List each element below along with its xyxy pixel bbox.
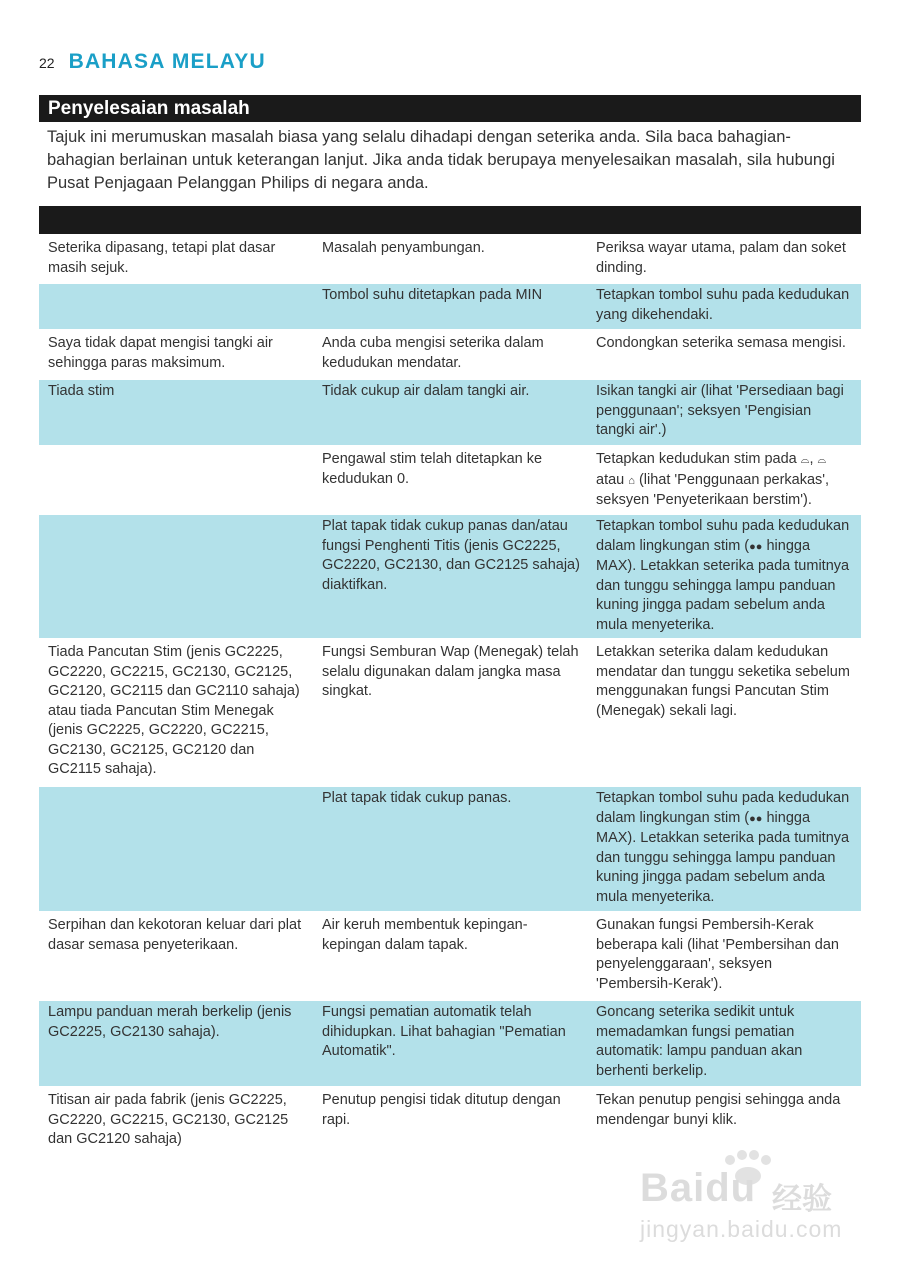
cause-cell: Tidak cukup air dalam tangki air. — [322, 383, 530, 399]
solution-cell: Letakkan seterika dalam kedudukan mendatar dan tunggu seketika sebelum menggunakan fungsi Pancutan Stim (Menegak) sekali lagi. — [596, 644, 850, 719]
cause-cell: Fungsi Semburan Wap (Menegak) telah selalu digunakan dalam jangka masa singkat. — [322, 644, 579, 699]
cause-cell: Penutup pengisi tidak ditutup dengan rapi. — [322, 1092, 561, 1128]
table-row — [39, 448, 861, 515]
cause-cell: Anda cuba mengisi seterika dalam kedudukan mendatar. — [322, 335, 544, 371]
solution-cell: Tekan penutup pengisi sehingga anda mendengar bunyi klik. — [596, 1092, 841, 1128]
table-row — [39, 914, 861, 1001]
problem-cell: Tiada stim — [48, 383, 115, 399]
steam-low-icon: ⌓ — [800, 454, 810, 466]
cause-cell: Plat tapak tidak cukup panas dan/atau fungsi Penghenti Titis (jenis GC2225, GC2220, GC2130, dan GC2125 sahaja) diaktifkan. — [322, 518, 580, 593]
solution-text-part: Tetapkan tombol suhu pada kedudukan dalam lingkungan stim ( — [596, 518, 850, 554]
cause-cell: Plat tapak tidak cukup panas. — [322, 790, 512, 806]
problem-cell: Serpihan dan kekotoran keluar dari plat dasar semasa penyeterikaan. — [48, 917, 302, 953]
table-row — [39, 641, 861, 787]
cause-cell: Pengawal stim telah ditetapkan ke kedudukan 0. — [322, 451, 543, 487]
table-row — [39, 1001, 861, 1089]
solution-cell — [587, 787, 861, 911]
troubleshooting-table — [39, 237, 861, 1157]
two-dots-icon: ●● — [749, 540, 763, 553]
problem-cell — [39, 448, 313, 512]
problem-cell — [39, 284, 313, 329]
cause-cell: Fungsi pematian automatik telah dihidupkan. Lihat bahagian "Pematian Automatik". — [322, 1004, 566, 1059]
solution-cell: Isikan tangki air (lihat 'Persediaan bagi penggunaan'; seksyen 'Pengisian tangki air'.) — [596, 383, 844, 438]
problem-cell: Lampu panduan merah berkelip (jenis GC2225, GC2130 sahaja). — [48, 1004, 292, 1040]
table-row — [39, 237, 861, 284]
solution-cell: Periksa wayar utama, palam dan soket dinding. — [596, 240, 846, 276]
solution-cell: Tetapkan kedudukan stim pada ⌓, ⌓ atau ⌂ (lihat 'Penggunaan perkakas', seksyen 'Penyeterikaan berstim'). — [596, 451, 830, 508]
watermark-url: jingyan.baidu.com — [640, 1216, 843, 1242]
table-header-bar — [39, 206, 861, 234]
solution-text-part: hingga MAX). Letakkan seterika pada tumitnya dan tunggu sehingga lampu panduan kuning jingga padam sebelum anda mula menyeterika. — [596, 809, 850, 905]
problem-cell: Titisan air pada fabrik (jenis GC2225, GC2220, GC2215, GC2130, GC2125 dan GC2120 sahaja) — [48, 1092, 289, 1147]
page-header — [39, 50, 266, 74]
solution-cell — [587, 515, 861, 638]
solution-text-part: hingga MAX). Letakkan seterika pada tumitnya dan tunggu sehingga lampu panduan kuning jingga padam sebelum anda mula menyeterika. — [596, 537, 850, 633]
solution-text-part: (lihat 'Penggunaan perkakas', seksyen 'Penyeterikaan berstim'). — [596, 471, 830, 508]
table-row — [39, 332, 861, 380]
table-row — [39, 380, 861, 448]
solution-cell: Tetapkan tombol suhu pada kedudukan yang dikehendaki. — [596, 287, 850, 323]
problem-cell: Saya tidak dapat mengisi tangki air sehingga paras maksimum. — [48, 335, 273, 371]
cause-cell: Masalah penyambungan. — [322, 240, 485, 256]
problem-cell — [39, 515, 313, 638]
problem-cell: Tiada Pancutan Stim (jenis GC2225, GC2220, GC2215, GC2130, GC2125, GC2120, GC2115 dan GC2110 sahaja) atau tiada Pancutan Stim Menegak (jenis GC2225, GC2220, GC2215, GC2130, GC2125, GC2120 dan GC2115 sahaja). — [48, 644, 300, 777]
steam-high-icon: ⌂ — [628, 474, 635, 487]
solution-text-part: atau — [596, 471, 625, 488]
baidu-watermark — [640, 1150, 860, 1250]
solution-cell: Gunakan fungsi Pembersih-Kerak beberapa kali (lihat 'Pembersihan dan penyelenggaraan', seksyen 'Pembersih-Kerak'). — [596, 917, 839, 992]
section-title: Penyelesaian masalah — [39, 95, 861, 122]
table-row — [39, 787, 861, 914]
problem-cell: Seterika dipasang, tetapi plat dasar masih sejuk. — [48, 240, 276, 276]
table-row — [39, 1089, 861, 1157]
two-dots-icon: ●● — [749, 812, 763, 825]
watermark-brand: Baidu — [640, 1166, 757, 1210]
table-row — [39, 515, 861, 641]
solution-text-part: Tetapkan kedudukan stim pada — [596, 451, 797, 467]
solution-text-part: Tetapkan tombol suhu pada kedudukan dalam lingkungan stim ( — [596, 790, 850, 826]
page-number: 22 — [39, 55, 55, 71]
steam-mid-icon: ⌓ — [817, 454, 827, 466]
cause-cell: Air keruh membentuk kepingan-kepingan dalam tapak. — [322, 917, 528, 953]
intro-paragraph: Tajuk ini merumuskan masalah biasa yang selalu dihadapi dengan seterika anda. Sila baca bahagian-bahagian berlainan untuk keterangan lanjut. Jika anda tidak berupaya menyelesaikan masalah, sila hubungi Pusat Penjagaan Pelanggan Philips di negara anda. — [47, 128, 835, 192]
watermark-cn: 经验 — [772, 1183, 832, 1216]
table-row — [39, 284, 861, 332]
solution-cell: Condongkan seterika semasa mengisi. — [596, 335, 846, 351]
language-title: BAHASA MELAYU — [68, 50, 266, 73]
solution-cell: Goncang seterika sedikit untuk memadamkan fungsi pematian automatik: lampu panduan akan berhenti berkelip. — [596, 1004, 803, 1079]
cause-cell: Tombol suhu ditetapkan pada MIN — [322, 287, 543, 303]
problem-cell — [39, 787, 313, 911]
